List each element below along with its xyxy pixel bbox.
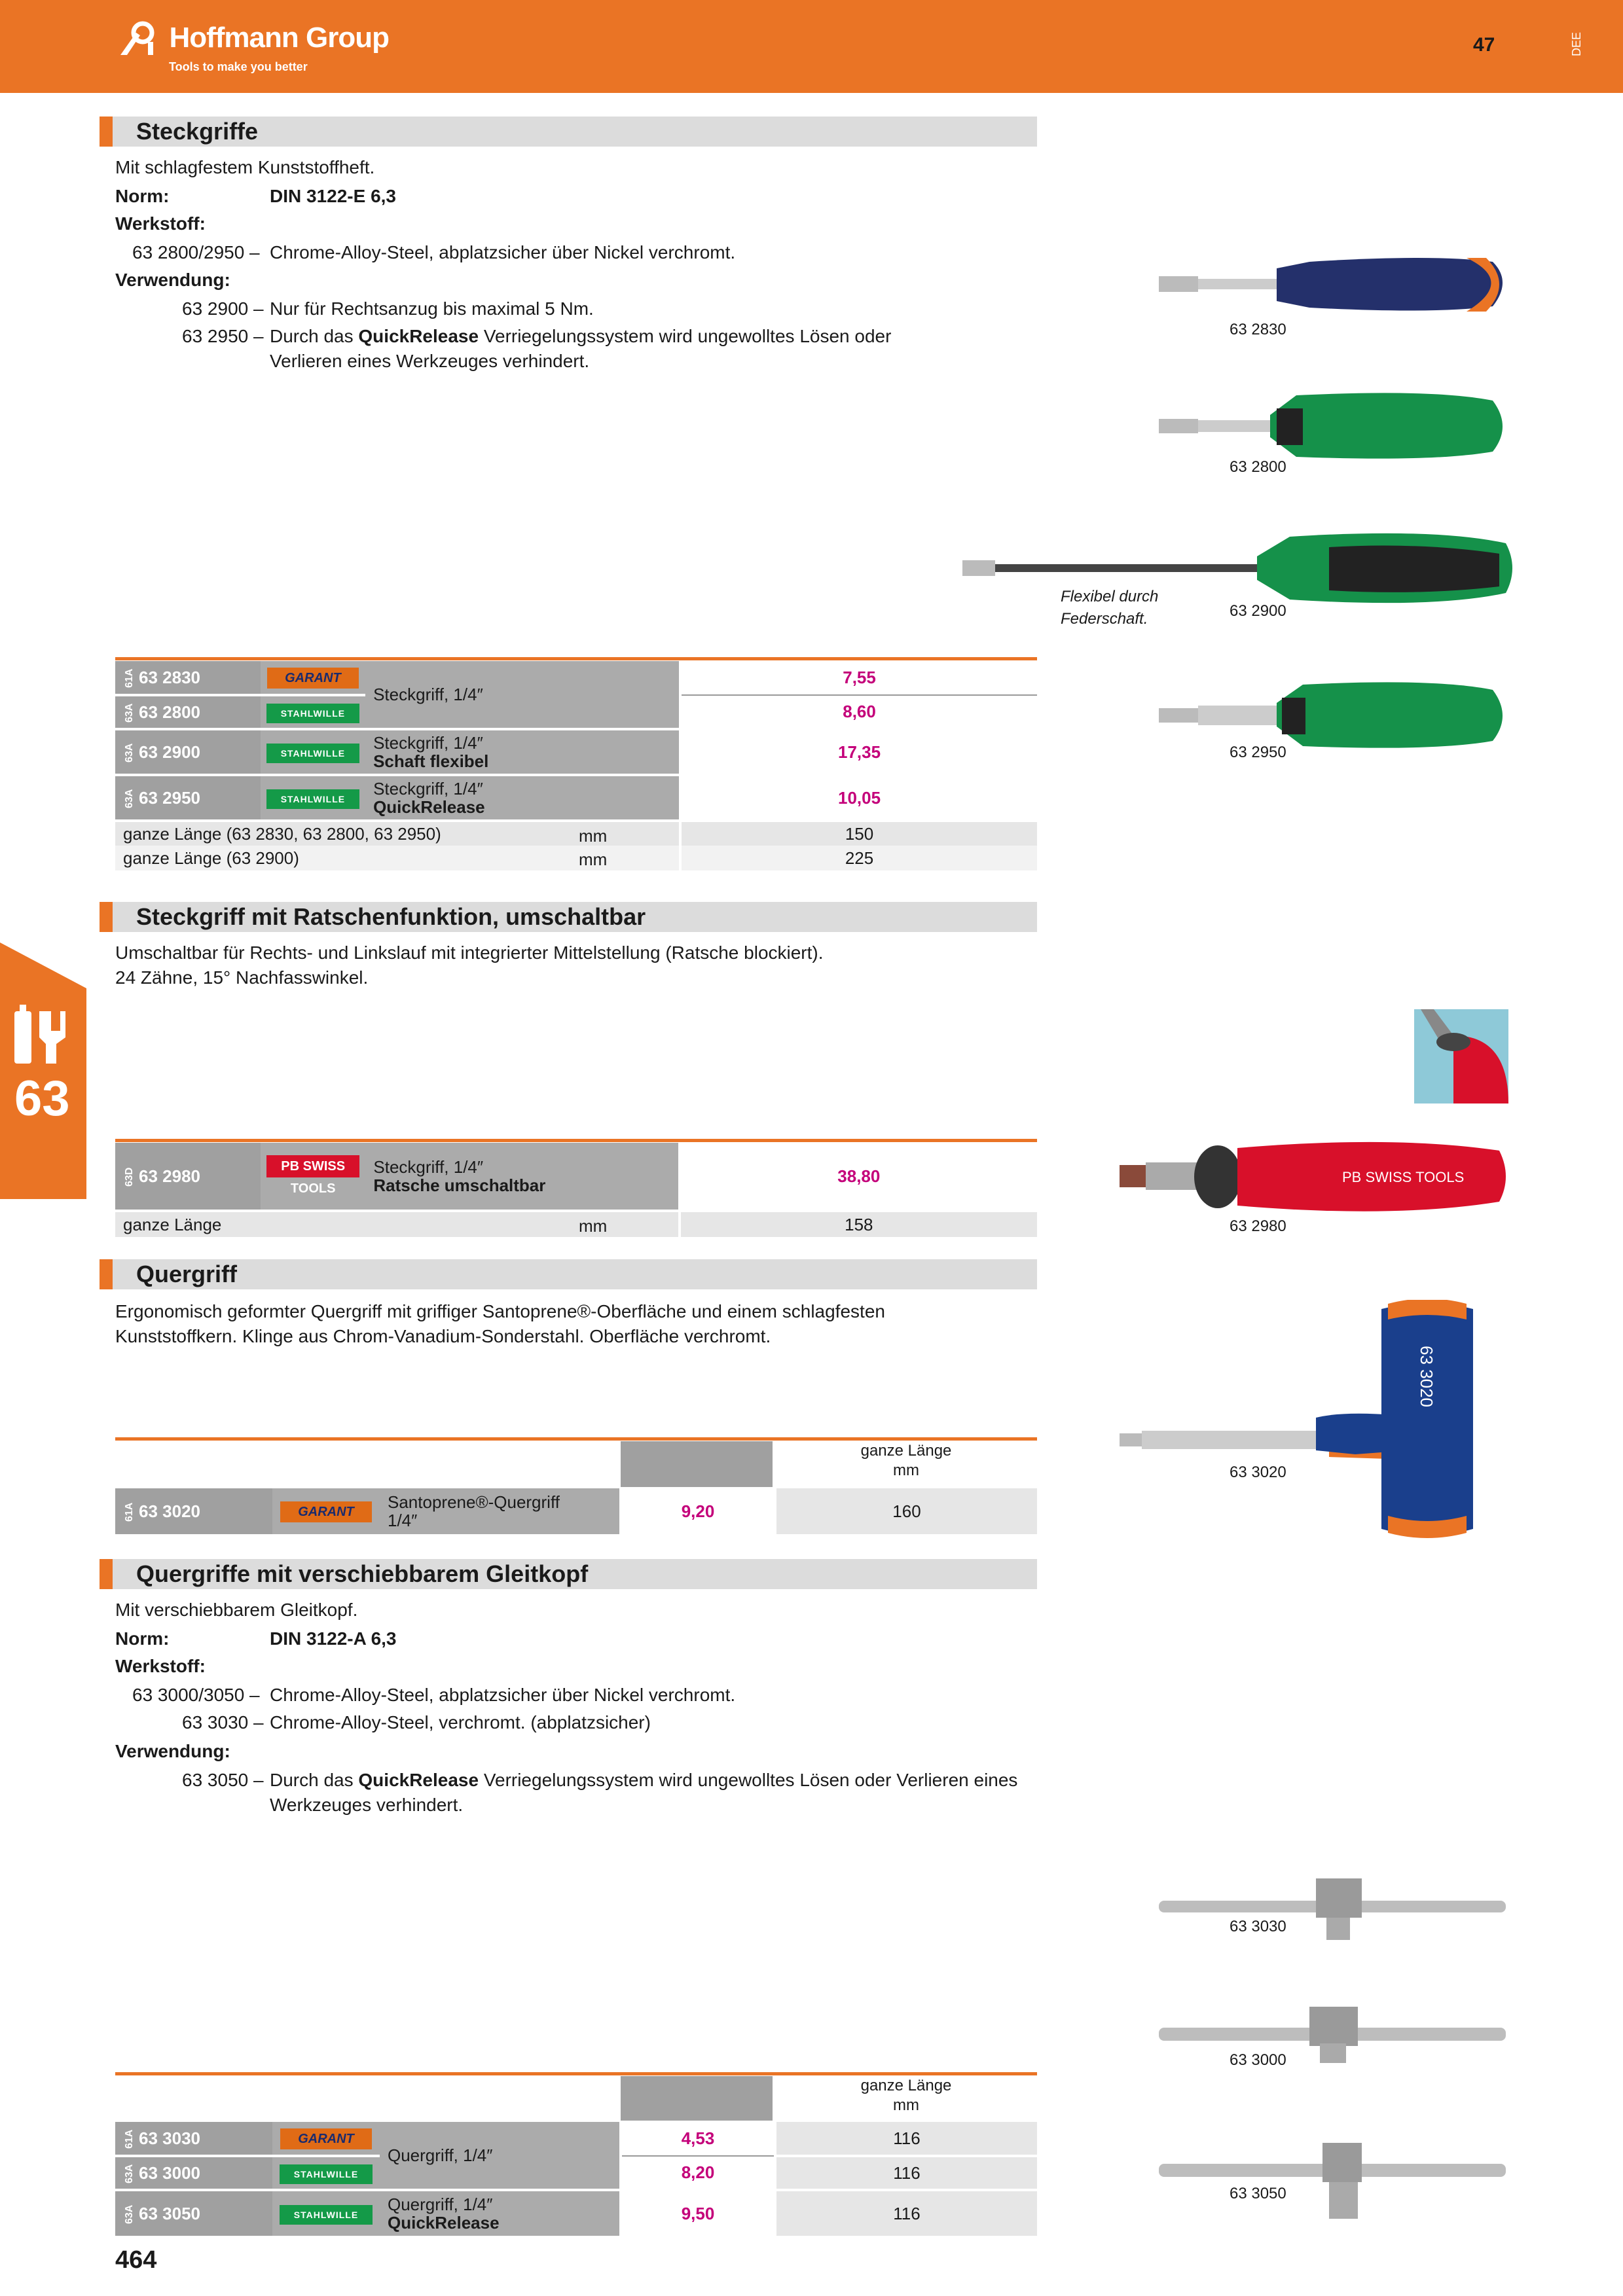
- footer-page-number: 464: [115, 2246, 157, 2274]
- werkstoff-label: Werkstoff:: [115, 213, 206, 234]
- chapter-number: 63: [14, 1071, 70, 1126]
- price-table-steckgriffe: [115, 661, 1037, 870]
- table-rule: [115, 2072, 1037, 2075]
- product-image-632800: [1159, 389, 1512, 465]
- price-table-quergriff: [115, 1488, 1037, 1534]
- table-row: 63D 63 2980 PB SWISS TOOLS Steckgriff, 1/4″ Ratsche umschaltbar 38,80: [115, 1143, 1037, 1211]
- verwendung-label: Verwendung:: [115, 1741, 230, 1761]
- product-image-632900: [962, 528, 1512, 610]
- norm-label: Norm:: [115, 1628, 170, 1649]
- caption-flex-1: Flexibel durch: [1061, 588, 1159, 605]
- page-number: 47: [1473, 34, 1495, 56]
- garant-logo: GARANT: [280, 2128, 372, 2149]
- verwendung-text-2b: Verlieren eines Werkzeuges verhindert.: [270, 351, 590, 371]
- length-row: ganze Länge (63 2900) mm 225: [115, 846, 1037, 870]
- pb-swiss-tools-logo: PB SWISS TOOLS: [266, 1155, 359, 1177]
- verwendung-text-2: Durch das QuickRelease Verriegelungssystem wird ungewolltes Lösen oder: [270, 326, 892, 346]
- price: 4,53: [621, 2122, 775, 2156]
- intro-text: Mit schlagfestem Kunststoffheft.: [115, 157, 375, 177]
- werkstoff-text-1: Chrome-Alloy-Steel, abplatzsicher über Nickel verchromt.: [270, 1685, 736, 1705]
- table-rule: [115, 657, 1037, 660]
- table-row: 63A 63 3050 STAHLWILLE Quergriff, 1/4″ QuickRelease 9,50 116: [115, 2190, 1037, 2236]
- table-row: 61A 63 3030 GARANT Quergriff, 1/4″ 4,53 116: [115, 2122, 1037, 2156]
- werkstoff-label: Werkstoff:: [115, 1656, 206, 1676]
- length-value: 116: [775, 2156, 1037, 2190]
- werkstoff-code: 63 2800/2950 –: [132, 242, 260, 262]
- stahlwille-logo: STAHLWILLE: [280, 2164, 373, 2184]
- caption-633020: 63 3020: [1230, 1463, 1286, 1481]
- header-cell-price: [621, 2076, 773, 2121]
- norm-value: DIN 3122-A 6,3: [270, 1628, 397, 1649]
- product-detail-image: [1414, 1009, 1508, 1103]
- price: 9,50: [621, 2190, 775, 2236]
- werkstoff-code-2: 63 3030 –: [182, 1712, 264, 1732]
- ratsche-text-1: Umschaltbar für Rechts- und Linkslauf mit integrierter Mittelstellung (Ratsche blockiert).: [115, 942, 824, 963]
- caption-flex-2: Federschaft.: [1061, 610, 1148, 628]
- price-table-ratsche: [115, 1143, 1037, 1237]
- werkstoff-text-2: Chrome-Alloy-Steel, verchromt. (abplatzsicher): [270, 1712, 651, 1732]
- brand-tagline: Tools to make you better: [169, 60, 308, 73]
- stahlwille-logo: STAHLWILLE: [266, 744, 359, 763]
- caption-632900: 63 2900: [1230, 602, 1286, 620]
- stahlwille-logo: STAHLWILLE: [266, 789, 359, 809]
- caption-632800: 63 2800: [1230, 458, 1286, 476]
- werkstoff-code-1: 63 3000/3050 –: [132, 1685, 260, 1705]
- table-row: 61A 63 3020 GARANT Santoprene®-Quergriff 1/4″ 9,20 160: [115, 1488, 1037, 1534]
- stahlwille-logo: STAHLWILLE: [266, 704, 359, 723]
- verwendung-label: Verwendung:: [115, 270, 230, 290]
- verwendung-text-b: Werkzeuges verhindert.: [270, 1795, 464, 1815]
- section-title-steckgriffe: Steckgriffe: [100, 117, 1037, 147]
- article-number: 63 2900: [139, 742, 200, 762]
- caption-633030: 63 3030: [1230, 1918, 1286, 1935]
- table-rule: [115, 1437, 1037, 1441]
- caption-633050: 63 3050: [1230, 2185, 1286, 2202]
- brand-logo: [117, 18, 389, 73]
- table-row: 63A 63 2950 STAHLWILLE Steckgriff, 1/4″ QuickRelease 10,05: [115, 775, 1037, 821]
- length-value: 116: [775, 2190, 1037, 2236]
- language-code: DEE: [1570, 31, 1583, 56]
- caption-632830: 63 2830: [1230, 321, 1286, 338]
- price: 38,80: [680, 1143, 1037, 1211]
- stahlwille-logo: STAHLWILLE: [280, 2205, 373, 2225]
- verwendung-code-1: 63 2900 –: [182, 298, 264, 319]
- norm-value: DIN 3122-E 6,3: [270, 186, 396, 206]
- section-title-ratsche: Steckgriff mit Ratschenfunktion, umschaltbar: [100, 902, 1037, 932]
- caption-632980: 63 2980: [1230, 1217, 1286, 1235]
- tools-icon: [13, 1005, 67, 1070]
- garant-logo: GARANT: [280, 1501, 372, 1522]
- table-row: 63A 63 2900 STAHLWILLE Steckgriff, 1/4″ Schaft flexibel 17,35: [115, 729, 1037, 775]
- price: 8,20: [621, 2156, 775, 2190]
- length-row: ganze Länge mm 158: [115, 1211, 1037, 1237]
- garant-logo: GARANT: [267, 668, 359, 689]
- werkstoff-text: Chrome-Alloy-Steel, abplatzsicher über Nickel verchromt.: [270, 242, 736, 262]
- article-number: 63 3000: [139, 2162, 200, 2183]
- length-value: 160: [775, 1488, 1037, 1534]
- brand-name: Hoffmann Group: [169, 22, 389, 54]
- product-image-633000: [1159, 2003, 1512, 2068]
- column-header-laenge: ganze Länge mm: [860, 2077, 952, 2114]
- article-number: 63 3020: [139, 1501, 200, 1521]
- price: 7,55: [680, 661, 1037, 695]
- svg-text:PB SWISS TOOLS: PB SWISS TOOLS: [1342, 1169, 1465, 1185]
- article-number: 63 2830: [139, 667, 200, 687]
- hoffmann-logo-icon: [117, 18, 166, 58]
- gleitkopf-intro: Mit verschiebbarem Gleitkopf.: [115, 1600, 358, 1620]
- verwendung-code-2: 63 2950 –: [182, 326, 264, 346]
- section-title-quergriff: Quergriff: [100, 1259, 1037, 1289]
- article-number: 63 3030: [139, 2128, 200, 2148]
- product-image-632980: [1120, 1128, 1512, 1227]
- table-row: 61A 63 2830 GARANT Steckgriff, 1/4″ 7,55: [115, 661, 1037, 695]
- table-rule: [115, 1139, 1037, 1142]
- section-title-gleitkopf: Quergriffe mit verschiebbarem Gleitkopf: [100, 1559, 1037, 1589]
- product-image-632830: [1159, 249, 1512, 321]
- caption-632950: 63 2950: [1230, 744, 1286, 761]
- price: 9,20: [621, 1488, 775, 1534]
- table-row: 63A 63 3000 STAHLWILLE 8,20 116: [115, 2156, 1037, 2190]
- quergriff-text-2: Kunststoffkern. Klinge aus Chrom-Vanadium-Sonderstahl. Oberfläche verchromt.: [115, 1326, 771, 1346]
- price: 17,35: [680, 729, 1037, 775]
- product-image-632950: [1159, 678, 1512, 754]
- product-image-633050: [1159, 2138, 1512, 2223]
- price: 10,05: [680, 775, 1037, 821]
- quergriff-text-1: Ergonomisch geformter Quergriff mit griffiger Santoprene®-Oberfläche und einem schlagfesten: [115, 1301, 885, 1321]
- article-number: 63 3050: [139, 2203, 200, 2223]
- table-row: 63A 63 2800 STAHLWILLE 8,60: [115, 695, 1037, 729]
- article-number: 63 2950: [139, 787, 200, 808]
- product-image-633020: [1120, 1300, 1525, 1542]
- length-value: 116: [775, 2122, 1037, 2156]
- length-row: ganze Länge (63 2830, 63 2800, 63 2950) mm 150: [115, 821, 1037, 846]
- column-header-laenge: ganze Länge mm: [860, 1442, 952, 1479]
- article-number: 63 2800: [139, 702, 200, 722]
- verwendung-text-1: Nur für Rechtsanzug bis maximal 5 Nm.: [270, 298, 594, 319]
- price-table-gleitkopf: [115, 2122, 1037, 2236]
- norm-label: Norm:: [115, 186, 170, 206]
- verwendung-text: Durch das QuickRelease Verriegelungssystem wird ungewolltes Lösen oder Verlieren eines: [270, 1770, 1018, 1790]
- svg-text:63 3020: 63 3020: [1417, 1346, 1436, 1407]
- ratsche-text-2: 24 Zähne, 15° Nachfasswinkel.: [115, 967, 369, 988]
- header-cell-price: [621, 1441, 773, 1487]
- article-number: 63 2980: [139, 1166, 200, 1186]
- caption-633000: 63 3000: [1230, 2051, 1286, 2069]
- product-image-633030: [1159, 1872, 1512, 1944]
- verwendung-code: 63 3050 –: [182, 1770, 264, 1790]
- price: 8,60: [680, 695, 1037, 729]
